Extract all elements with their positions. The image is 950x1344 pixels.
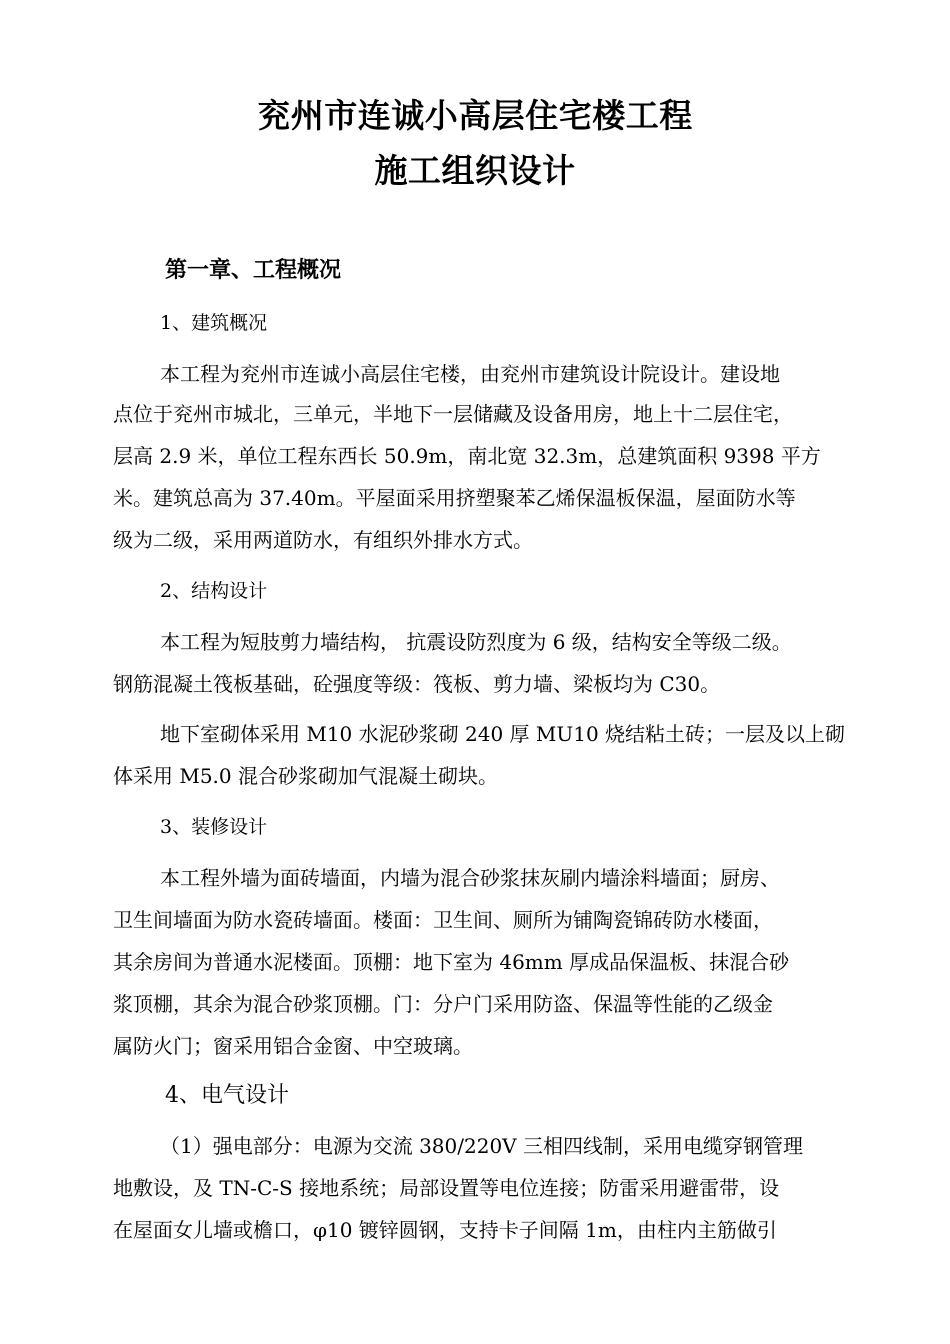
paragraph-line: 属防火门；窗采用铝合金窗、中空玻璃。 <box>113 1034 473 1058</box>
paragraph-line: （1）强电部分：电源为交流 380/220V 三相四线制，采用电缆穿钢管理 <box>160 1134 803 1158</box>
paragraph-line: 点位于兖州市城北，三单元，半地下一层储藏及设备用房，地上十二层住宅， <box>113 402 793 426</box>
paragraph-line: 本工程为短肢剪力墙结构， 抗震设防烈度为 6 级，结构安全等级二级。 <box>160 630 792 654</box>
paragraph-line: 在屋面女儿墙或檐口，φ10 镀锌圆钢，支持卡子间隔 1m，由柱内主筋做引 <box>113 1218 777 1242</box>
document-title-line-1: 兖州市连诚小高层住宅楼工程 <box>257 96 693 135</box>
paragraph-line: 米。建筑总高为 37.40m。平屋面采用挤塑聚苯乙烯保温板保温，屋面防水等 <box>113 486 796 510</box>
section-3-heading: 3、装修设计 <box>160 816 268 838</box>
paragraph-line: 钢筋混凝土筏板基础，砼强度等级：筏板、剪力墙、梁板均为 C30。 <box>113 672 721 696</box>
section-4-heading: 4、电气设计 <box>165 1083 289 1108</box>
paragraph-line: 其余房间为普通水泥楼面。顶棚：地下室为 46mm 厚成品保温板、抹混合砂 <box>113 950 790 974</box>
paragraph-line: 层高 2.9 米，单位工程东西长 50.9m，南北宽 32.3m，总建筑面积 9398 平方 <box>113 444 821 468</box>
paragraph-line: 体采用 M5.0 混合砂浆砌加气混凝土砌块。 <box>113 764 498 788</box>
paragraph-line: 级为二级，采用两道防水，有组织外排水方式。 <box>113 528 533 552</box>
section-2-heading: 2、结构设计 <box>160 580 268 602</box>
paragraph-line: 本工程为兖州市连诚小高层住宅楼，由兖州市建筑设计院设计。建设地 <box>160 362 780 386</box>
paragraph-line: 地下室砌体采用 M10 水泥砂浆砌 240 厚 MU10 烧结粘土砖；一层及以上砌 <box>160 722 846 746</box>
paragraph-line: 地敷设，及 TN-C-S 接地系统；局部设置等电位连接；防雷采用避雷带，设 <box>113 1176 780 1200</box>
document-title-line-2: 施工组织设计 <box>374 151 576 190</box>
paragraph-line: 浆顶棚，其余为混合砂浆顶棚。门：分户门采用防盗、保温等性能的乙级金 <box>113 992 773 1016</box>
section-1-heading: 1、建筑概况 <box>160 312 268 334</box>
chapter-heading: 第一章、工程概况 <box>165 258 342 283</box>
paragraph-line: 卫生间墙面为防水瓷砖墙面。楼面：卫生间、厕所为铺陶瓷锦砖防水楼面， <box>113 908 773 932</box>
paragraph-line: 本工程外墙为面砖墙面，内墙为混合砂浆抹灰刷内墙涂料墙面；厨房、 <box>160 866 780 890</box>
